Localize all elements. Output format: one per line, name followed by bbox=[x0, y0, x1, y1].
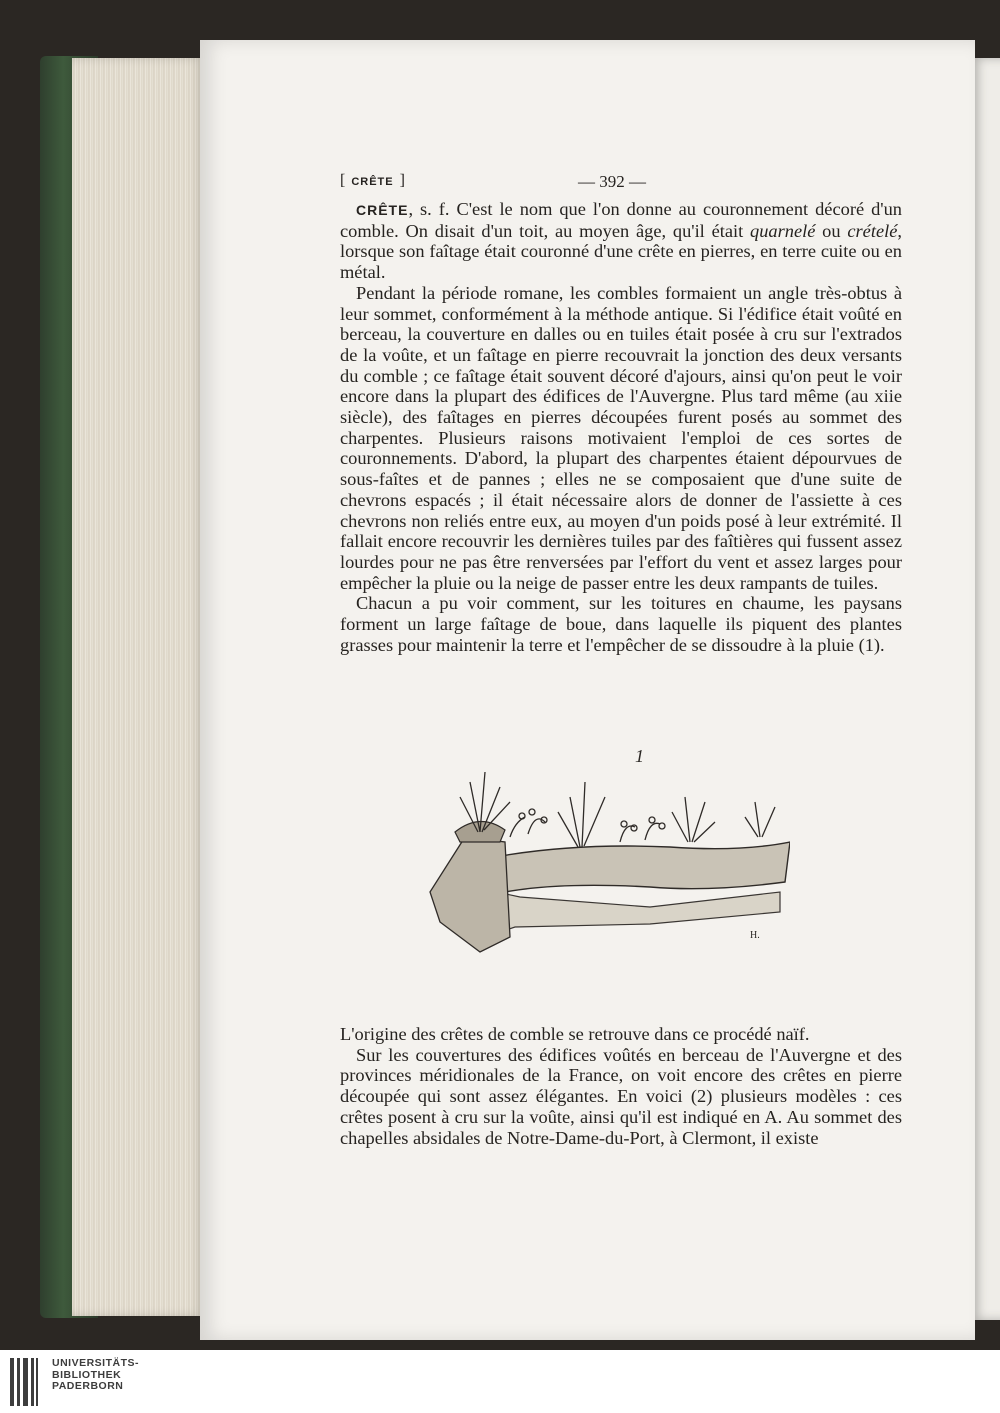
page-edges bbox=[72, 58, 204, 1316]
paragraph-4: L'origine des crêtes de comble se retrouve dans ce procédé naïf. bbox=[340, 1024, 810, 1044]
running-head-title bbox=[340, 172, 405, 190]
paragraph-3: Chacun a pu voir comment, sur les toitures en chaume, les paysans forment un large faîtage de boue, dans laquelle ils piquent des plantes grasses pour maintenir la terre et l'empêcher de se dissoudre à la pluie (1). bbox=[340, 593, 902, 655]
library-line-3: PADERBORN bbox=[52, 1380, 124, 1392]
paragraph-1-text-b: ou bbox=[815, 220, 848, 241]
term-quarnele: quarnelé bbox=[750, 220, 816, 241]
page-number: — 392 — bbox=[578, 172, 646, 191]
plants bbox=[460, 772, 775, 847]
thatch-end bbox=[430, 837, 510, 952]
headword: CRÊTE bbox=[356, 202, 409, 218]
paragraph-2: Pendant la période romane, les combles formaient un angle très-obtus à leur sommet, conformément à la méthode antique. Si l'édifice était voûté en berceau, la couverture en dalles ou en tuiles était posée à cru sur l'extrados de la voûte, et un faîtage en pierre recouvrait la jonction des deux versants du comble ; ce faîtage était souvent décoré d'ajours, ainsi qu'on peut le voir encore dans la plupart des édifices de l'Auvergne. Plus tard même (au xiie siècle), des faîtages en pierres découpées furent posés au sommet des charpentes. Plusieurs raisons motivaient l'emploi de ces sortes de couronnements. D'abord, la plupart des charpentes étaient dépourvues de sous-faîtes et de pannes ; elles ne se composaient que d'une suite de chevrons espacés ; il était nécessaire alors de donner de l'assiette à ces chevrons non reliés entre eux, au moyen d'un poids posé à leur extrémité. Il fallait encore recouvrir les dernières tuiles par des faîtières qui fussent assez lourdes pour ne pas être renversées par l'effort du vent et assez larges pour empêcher la pluie ou la neige de passer entre les deux rampants de tuiles. bbox=[340, 282, 902, 593]
engraver-signature: H. bbox=[750, 930, 760, 941]
library-name bbox=[52, 1358, 139, 1393]
paragraph-1-text-a: , s. f. C'est le nom que l'on donne au couronnement décoré d'un comble. On disait d'un toit, au moyen âge, qu'il était bbox=[340, 199, 902, 241]
entry-body-top bbox=[340, 199, 902, 655]
library-footer bbox=[0, 1350, 1000, 1413]
running-head bbox=[340, 172, 902, 194]
paragraph-1-text-c: , lorsque son faîtage était couronné d'une crête en pierres, en terre cuite ou en métal. bbox=[340, 220, 902, 283]
library-logo-icon bbox=[8, 1358, 40, 1406]
figure-number: 1 bbox=[635, 746, 644, 766]
bracket-close: ] bbox=[399, 172, 405, 189]
mud-ridge bbox=[470, 842, 790, 892]
figure-thatched-ridge bbox=[410, 742, 790, 957]
facing-page-edge bbox=[972, 58, 1000, 1320]
library-line-1: UNIVERSITÄTS- bbox=[52, 1357, 140, 1369]
entry-body-bottom bbox=[340, 1024, 902, 1148]
term-cretele: crételé bbox=[847, 220, 898, 241]
running-head-word: CRÊTE bbox=[351, 176, 394, 188]
paragraph-5: Sur les couvertures des édifices voûtés en berceau de l'Auvergne et des provinces méridionales de la France, on voit encore des crêtes en pierre découpée qui sont assez élégantes. En voici (2) plusieurs modèles : ces crêtes posent à cru sur la voûte, ainsi qu'il est indiqué en A. Au sommet des chapelles absidales de Notre-Dame-du-Port, à Clermont, il existe bbox=[340, 1044, 902, 1148]
paragraph-1 bbox=[340, 199, 902, 283]
library-line-2: BIBLIOTHEK bbox=[52, 1368, 122, 1381]
bracket-open: [ bbox=[340, 172, 346, 189]
